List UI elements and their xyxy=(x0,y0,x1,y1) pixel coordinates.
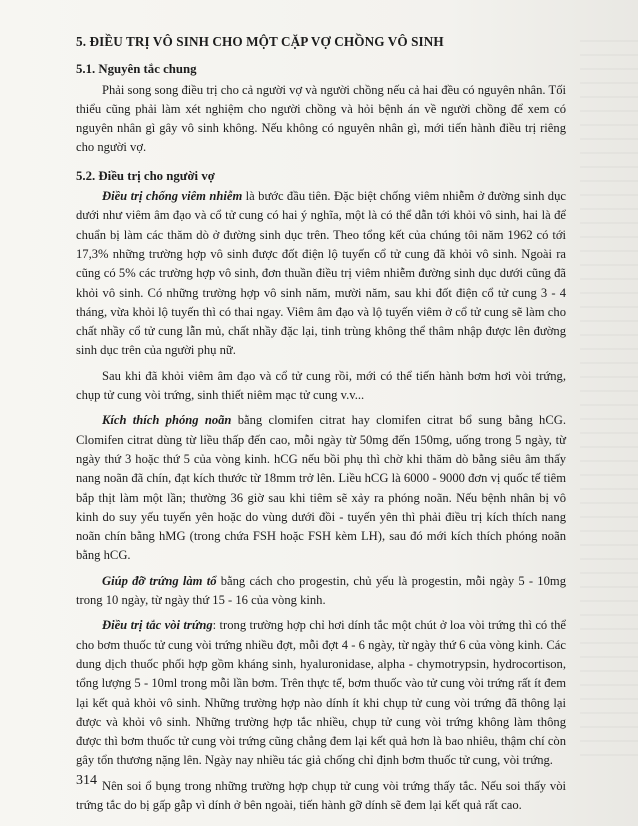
lead-anti-inflammation: Điều trị chống viêm nhiễm xyxy=(102,189,243,204)
text-implantation-support: bằng cách cho progestin, chủ yếu là progestin, mỗi ngày 5 - 10mg trong 10 ngày, từ ngày thứ 15 - 16 của vòng kinh. xyxy=(76,573,566,608)
page-number: 314 xyxy=(76,773,97,788)
text-ovulation-induction: bằng clomifen citrat hay clomifen citrat bổ sung bằng hCG. Clomifen citrat dùng từ liều thấp đến cao, mỗi ngày từ 50mg đến 150mg, uống trong 5 ngày, từ ngày thứ 3 hoặc thứ 5 của vòng kinh. hCG nếu bồi phụ thì chờ khi thăm dò bằng siêu âm thấy nang noãn đã chín, đạt kích thước từ 18mm trở lên. Liều hCG là 6000 - 9000 đơn vị quốc tế tiêm bắp thịt làm một lần; thường 36 giờ sau khi tiêm sẽ xảy ra phóng noãn. Nếu bệnh nhân bị vô kinh do suy yếu tuyến yên hoặc do vùng dưới đồi - tuyến yên thì phải điều trị kích thích nang noãn chín bằng hMG (trong chứa FSH hoặc FSH kèm LH), sau đó mới kích thích phóng noãn bằng hCG. xyxy=(76,413,566,563)
paragraph-implantation-support xyxy=(76,572,566,611)
page-content xyxy=(76,32,566,821)
paragraph-ovulation-induction xyxy=(76,411,566,565)
paragraph-laparoscopy: Nên soi ổ bụng trong những trường hợp chụp tử cung vòi trứng thấy tắc. Nếu soi thấy vòi trứng tắc do bị gấp gẫp vì dính ở bên ngoài, tiến hành gỡ dính sẽ đem lại kết quả rất cao. xyxy=(76,778,566,812)
text-tubal-blockage: : trong trường hợp chỉ hơi dính tắc một chút ở loa vòi trứng thì có thể cho bơm thuốc tử cung vòi trứng nhiều đợt, mỗi đợt 4 - 6 ngày, từ ngày thứ 6 của vòng kinh. Các dung dịch thuốc phối hợp gồm kháng sinh, hyaluronidase, alpha - chymotrypsin, hydrocortison, tổng lượng 5 - 10ml trong mỗi lần bơm. Trên thực tế, bơm thuốc vào tử cung vòi trứng rất ít đem lại kết quả khỏi vô sinh. Những trường hợp nào dính ít khi chụp tử cung vòi trứng đã thông lại được và khỏi vô sinh. Những trường hợp tắc nhiều, chụp tử cung vòi trứng không làm thông được thì bơm thuốc tử cung vòi trứng cũng chẳng đem lại kết quả hơn là bao nhiêu, thậm chí còn gây tổn thương nặng lên. Ngày nay nhiều tác giả chống chỉ định bơm thuốc tử cung, vòi trứng. xyxy=(76,618,567,768)
paragraph-anti-inflammation xyxy=(76,187,566,361)
paragraph-general-principle: Phải song song điều trị cho cả người vợ và người chồng nếu cả hai đều có nguyên nhân. Tối thiểu cũng phải làm xét nghiệm cho người chồng và hỏi bệnh án về người chồng để xem có nguyên nhân gì gây vô sinh không. Nếu không có nguyên nhân gì, mới tiến hành điều trị riêng cho người vợ. xyxy=(76,82,566,155)
subsection-heading-wife: 5.2. Điều trị cho người vợ xyxy=(76,168,215,183)
lead-ovulation-induction: Kích thích phóng noãn xyxy=(102,413,232,428)
paragraph-after-cure: Sau khi đã khỏi viêm âm đạo và cổ tử cung rồi, mới có thể tiến hành bơm hơi vòi trứng, chụp tử cung vòi trứng, sinh thiết niêm mạc tử cung v.v... xyxy=(76,368,566,403)
show-through-text xyxy=(580,40,638,760)
lead-tubal-blockage: Điều trị tắc vòi trứng xyxy=(102,618,213,633)
text-anti-inflammation: là bước đầu tiên. Đặc biệt chống viêm nhiễm ở đường sinh dục dưới như viêm âm đạo và cổ tử cung có hai ý nghĩa, một là có thể dẫn tới khỏi vô sinh, hai là để chuẩn bị làm các thăm dò ở đường sinh dục trên. Theo tổng kết của chúng tôi năm 1962 có tới 17,3% những trường hợp vô sinh được đốt điện lộ tuyến cổ tử cung đã khỏi vô sinh. Ngoài ra cũng có 5% các trường hợp vô sinh, đơn thuần điều trị viêm nhiễm đường sinh dục dưới cũng đã khỏi vô sinh. Có những trường hợp vô sinh năm, mười năm, sau khi đốt điện cổ tử cung 3 - 4 tháng, vừa khỏi lộ tuyến thì có thai ngay. Viêm âm đạo và lộ tuyến viêm ở cổ tử cung sẽ làm cho chất nhầy cổ tử cung lẫn mủ, chất nhầy đặc lại, tinh trùng không thể thâm nhập được lên đường sinh dục trên của người phụ nữ. xyxy=(76,189,566,358)
lead-implantation-support: Giúp đỡ trứng làm tổ xyxy=(102,573,217,588)
section-title: 5. ĐIỀU TRỊ VÔ SINH CHO MỘT CẶP VỢ CHỒNG VÔ SINH xyxy=(76,34,444,49)
subsection-heading-general: 5.1. Nguyên tắc chung xyxy=(76,62,197,77)
paragraph-tubal-blockage xyxy=(76,616,566,770)
